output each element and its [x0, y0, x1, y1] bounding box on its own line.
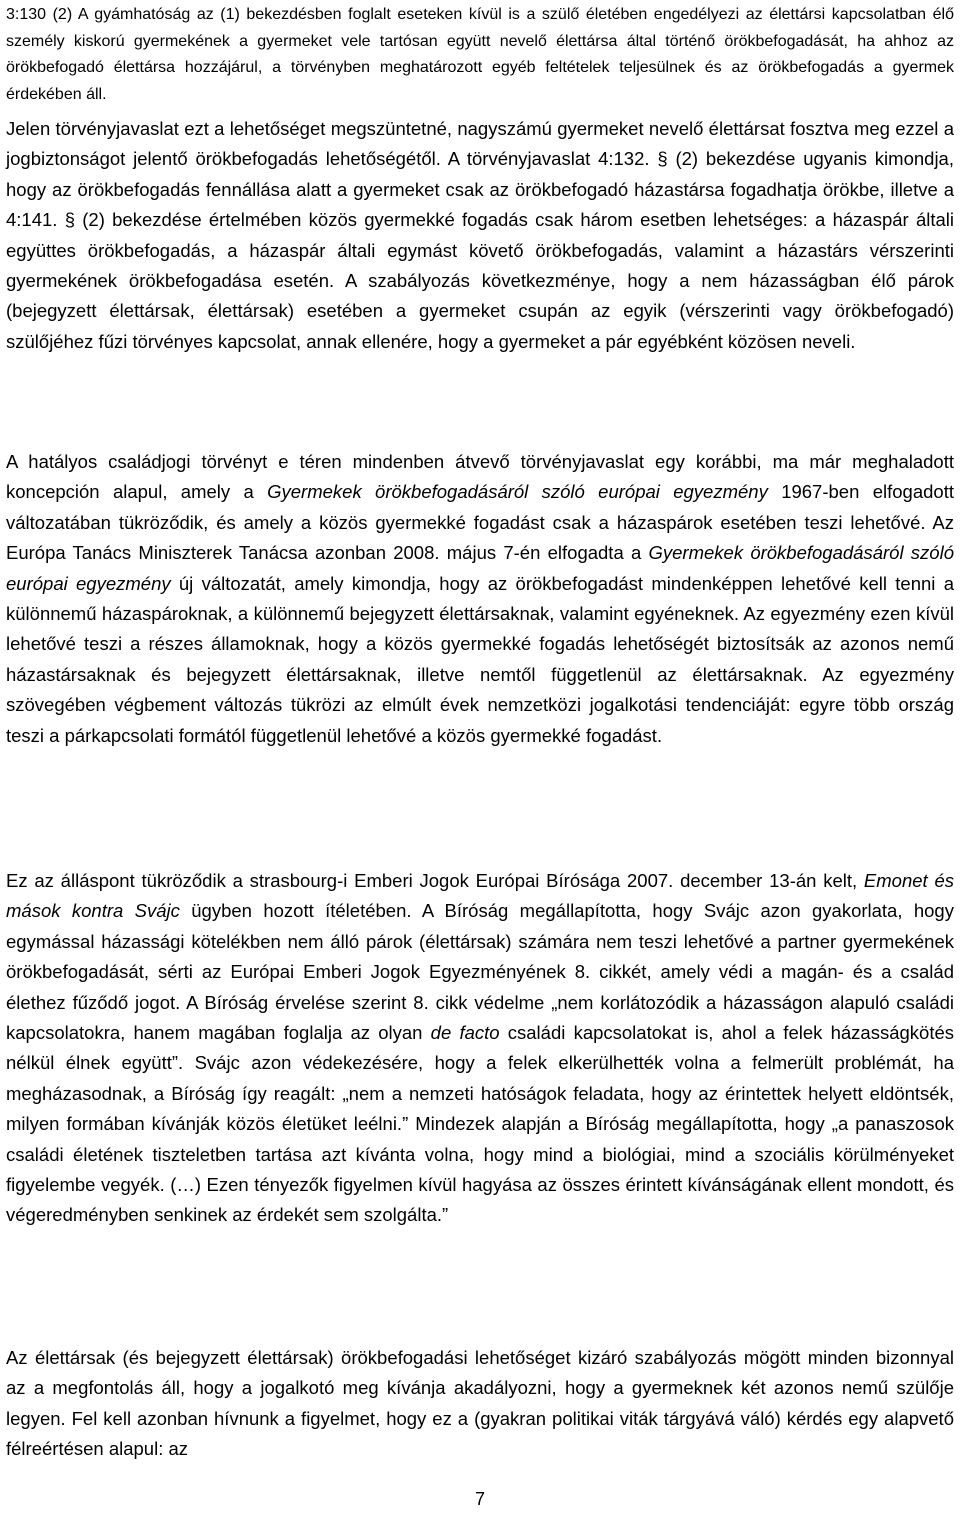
- provision-number: 3:130 (2): [6, 6, 73, 23]
- quoted-provision: [6, 2, 954, 108]
- paragraph-3-text-b: ügyben hozott ítéletében. A Bíróság megállapította, hogy Svájc azon gyakorlata, hogy egymással házassági kötelékben nem álló párok (élettársak) számára nem teszi lehetővé a partner gyermekének örökbefogadását, sérti az Európai Emberi Jogok Egyezményének 8. cikkét, amely védi a magán- és a család élethez fűződő jogot. A Bíróság érvelése szerint 8. cikk védelme „nem korlátozódik a házasságon alapuló családi kapcsolatokra, hanem magában foglalja az olyan: [6, 900, 954, 1044]
- paragraph-4: [6, 1343, 954, 1465]
- latin-term: de facto: [430, 1022, 500, 1044]
- document-page: [6, 0, 955, 1460]
- paragraph-2: [6, 447, 954, 751]
- paragraph-2-text-a: A hatályos családjogi törvényt e téren mindenben átvevő törvényjavaslat egy korábbi, ma már meghaladott koncepción alapul, amely a: [6, 451, 954, 503]
- page-number: 7: [474, 1489, 485, 1509]
- convention-title: Gyermekek örökbefogadásáról szóló európai egyezmény: [267, 481, 768, 503]
- case-name: Emonet és mások kontra Svájc: [6, 870, 954, 922]
- paragraph-1: [6, 114, 954, 357]
- paragraph-2-text-c: új változatát, amely kimondja, hogy az örökbefogadást mindenképpen lehetővé kell tenni a különnemű házaspároknak, a különnemű bejegyzett élettársaknak, valamint egyéneknek. Az egyezmény ezen kívül lehetővé teszi a részes államoknak, hogy a közös gyermekké fogadás lehetőségét biztosítsák az azonos nemű házastársaknak és bejegyzett élettársaknak, illetve nemtől függetlenül az élettársaknak. Az egyezmény szövegében végbement változás tükrözi az elmúlt évek nemzetközi jogalkotási tendenciáját: egyre több ország teszi a párkapcsolati formától függetlenül lehetővé a közös gyermekké fogadást.: [6, 572, 954, 746]
- section-sign: §: [64, 209, 75, 231]
- paragraph-1-text-a: Jelen törvényjavaslat ezt a lehetőséget megszüntetné, nagyszámú gyermeket nevelő élettársat fosztva meg ezzel a jogbiztonságot jelentő örökbefogadás lehetőségétől. A törvényjavaslat 4:132.: [6, 118, 954, 170]
- paragraph-2-text-b: 1967-ben elfogadott változatában tükröződik, és amely a közös gyermekké fogadást csak a házaspárok esetében teszi lehetővé. Az Európa Tanács Miniszterek Tanácsa azonban 2008. május 7-én elfogadta a: [6, 481, 954, 564]
- paragraph-1-text-c: (2) bekezdése értelmében közös gyermekké fogadás csak három esetben lehetséges: a házaspár általi együttes örökbefogadás, a házaspár általi egymást követő örökbefogadás, valamint a házastárs vérszerinti gyermekének örökbefogadása esetén. A szabályozás következménye, hogy a nem házasságban élő párok (bejegyzett élettársak, élettársak) esetében a gyermeket csupán az egyik (vérszerinti vagy örökbefogadó) szülőjéhez fűzi törvényes kapcsolat, annak ellenére, hogy a gyermeket a pár egyébként közösen neveli.: [6, 209, 955, 352]
- paragraph-3-text-c: családi kapcsolatokat is, ahol a felek házasságkötés nélkül élnek együtt”. Svájc azon védekezésére, hogy a felek elkerülhették volna a felmerült problémát, ha megházasodnak, a Bíróság így reagált: „nem a nemzeti hatóságok feladata, hogy az érintettek helyett eldöntsék, milyen formában kívánják közös életüket leélni.” Mindezek alapján a Bíróság megállapította, hogy „a panaszosok családi életének tiszteletben tartása azt kívánta volna, hogy mind a biológiai, mind a szociális körülményeket figyelembe vegyék. (…) Ezen tényezők figyelmen kívül hagyása az összes érintett kívánságának ellent mondott, és végeredményben senkinek az érdekét sem szolgálta.”: [6, 1022, 954, 1226]
- paragraph-1-text-b: (2) bekezdése ugyanis kimondja, hogy az örökbefogadás fennállása alatt a gyermeket csak az örökbefogadó házastársa fogadhatja örökbe, illetve a 4:141.: [6, 148, 954, 231]
- provision-text: A gyámhatóság az (1) bekezdésben foglalt eseteken kívül is a szülő életében engedélyezi az élettársi kapcsolatban élő személy kiskorú gyermekének a gyermeket vele tartósan együtt nevelő élettársa által történő örökbefogadását, ha ahhoz az örökbefogadó élettársa hozzájárul, a törvényben meghatározott egyéb feltételek teljesülnek és az örökbefogadás a gyermek érdekében áll.: [6, 6, 954, 103]
- paragraph-4-text: Az élettársak (és bejegyzett élettársak) örökbefogadási lehetőséget kizáró szabályozás mögött minden bizonnyal az a megfontolás áll, hogy a jogalkotó meg kívánja akadályozni, hogy a gyermeknek két azonos nemű szülője legyen. Fel kell azonban hívnunk a figyelmet, hogy ez a (gyakran politikai viták tárgyává váló) kérdés egy alapvető félreértésen alapul: az: [6, 1347, 954, 1460]
- section-sign: §: [657, 148, 668, 170]
- paragraph-3: [6, 866, 954, 1231]
- convention-title: Gyermekek örökbefogadásáról szóló európai egyezmény: [6, 542, 954, 594]
- paragraph-3-text-a: Ez az álláspont tükröződik a strasbourg-i Emberi Jogok Európai Bírósága 2007. december 13-án kelt,: [6, 870, 864, 891]
